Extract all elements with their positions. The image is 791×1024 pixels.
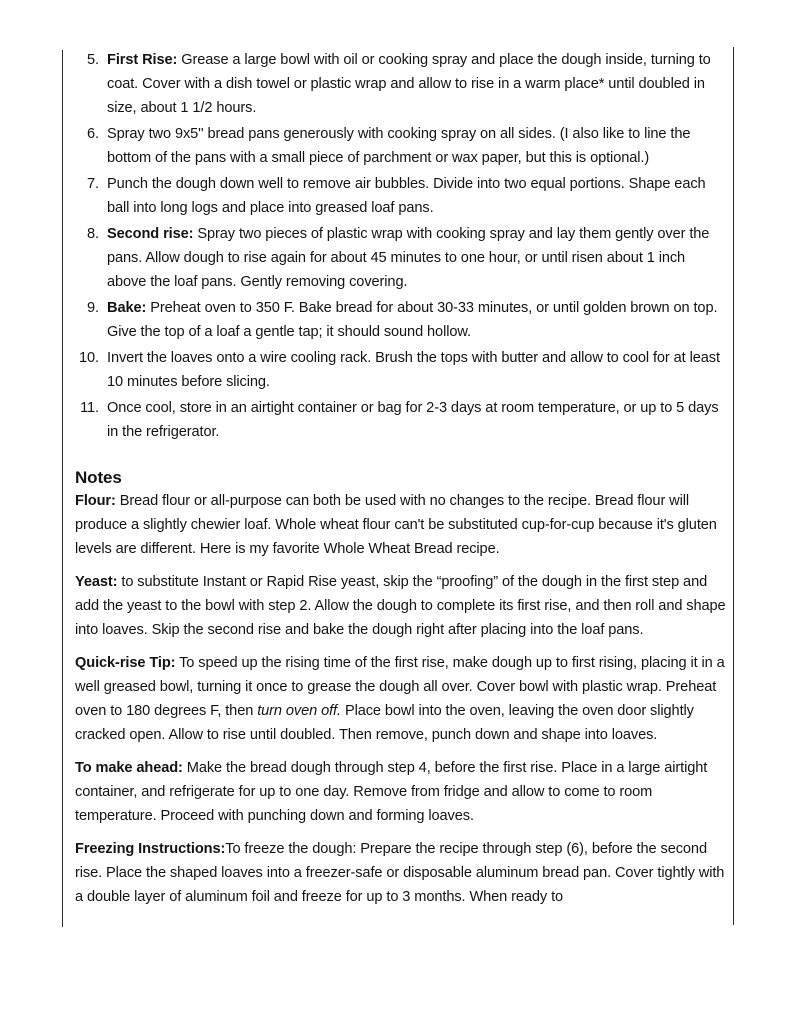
- note-text: to substitute Instant or Rapid Rise yeast, skip the “proofing” of the dough in the first step and add the yeast to the bowl with step 2. Allow the dough to complete its first rise, and then roll and shape into loaves. Skip the second rise and bake the dough right after placing into the loaf pans.: [75, 574, 726, 638]
- note-quick-rise: [75, 651, 727, 747]
- step-text: Grease a large bowl with oil or cooking spray and place the dough inside, turning to coat. Cover with a dish towel or plastic wrap and allow to rise in a warm place* until doubled in size, about 1 1/2 hours.: [107, 52, 711, 116]
- step-text: Spray two pieces of plastic wrap with cooking spray and lay them gently over the pans. Allow dough to rise again for about 45 minutes to one hour, or until risen about 1 inch above the loaf pans. Gently removing covering.: [107, 226, 710, 290]
- step-label: First Rise:: [107, 52, 178, 68]
- step-text: Punch the dough down well to remove air bubbles. Divide into two equal portions. Shape each ball into long logs and place into greased loaf pans.: [107, 176, 706, 216]
- note-label: Quick-rise Tip:: [75, 655, 176, 671]
- step-text: Once cool, store in an airtight container or bag for 2-3 days at room temperature, or up to 5 days in the refrigerator.: [107, 400, 719, 440]
- note-text: Place bowl into the oven, leaving the oven door slightly cracked open. Allow to rise until doubled. Then remove, punch down and shape into loaves.: [75, 703, 694, 743]
- note-text: To freeze the dough: Prepare the recipe through step (6), before the second rise. Place the shaped loaves into a freezer-safe or disposable aluminum bread pan. Cover tightly with a double layer of aluminum foil and freeze for up to 3 months. When ready to: [75, 841, 725, 905]
- note-label: Yeast:: [75, 574, 118, 590]
- step-item: [75, 296, 727, 344]
- note-label: Freezing Instructions:: [75, 841, 226, 857]
- note-make-ahead: [75, 756, 727, 828]
- recipe-document: [75, 48, 727, 918]
- step-number: 7.: [87, 176, 99, 192]
- instructions-list: [75, 48, 727, 444]
- note-text: Make the bread dough through step 4, before the first rise. Place in a large airtight container, and refrigerate for up to one day. Remove from fridge and allow to come to room temperature. Proceed with punching down and forming loaves.: [75, 760, 708, 824]
- step-number: 6.: [87, 126, 99, 142]
- step-number: 5.: [87, 52, 99, 68]
- step-item: [75, 172, 727, 220]
- notes-heading: Notes: [75, 468, 122, 487]
- note-text: To speed up the rising time of the first rise, make dough up to first rising, placing it in a well greased bowl, turning it once to grease the dough all over. Cover bowl with plastic wrap. Preheat oven to 180 degrees F, then: [75, 655, 725, 719]
- note-text: Bread flour or all-purpose can both be used with no changes to the recipe. Bread flour will produce a slightly chewier loaf. Whole wheat flour can't be substituted cup-for-cup because it's gluten levels are different. Here is my favorite Whole Wheat Bread recipe.: [75, 493, 717, 557]
- note-flour: [75, 489, 727, 561]
- note-emphasis: turn oven off.: [257, 703, 341, 719]
- step-number: 11.: [80, 400, 99, 416]
- step-label: Bake:: [107, 300, 147, 316]
- step-text: Spray two 9x5'' bread pans generously with cooking spray on all sides. (I also like to line the bottom of the pans with a small piece of parchment or wax paper, but this is optional.): [107, 126, 691, 166]
- step-number: 10.: [79, 350, 99, 366]
- step-text: Preheat oven to 350 F. Bake bread for about 30-33 minutes, or until golden brown on top. Give the top of a loaf a gentle tap; it should sound hollow.: [107, 300, 718, 340]
- step-item: [75, 48, 727, 120]
- page-border-left: [62, 50, 63, 927]
- page-border-right: [733, 47, 734, 925]
- step-label: Second rise:: [107, 226, 194, 242]
- step-text: Invert the loaves onto a wire cooling rack. Brush the tops with butter and allow to cool for at least 10 minutes before slicing.: [107, 350, 720, 390]
- note-label: To make ahead:: [75, 760, 183, 776]
- step-item: [75, 222, 727, 294]
- note-freezing: [75, 837, 727, 909]
- note-yeast: [75, 570, 727, 642]
- note-label: Flour:: [75, 493, 116, 509]
- step-item: [75, 122, 727, 170]
- step-number: 9.: [87, 300, 99, 316]
- step-item: [75, 396, 727, 444]
- step-item: [75, 346, 727, 394]
- step-number: 8.: [87, 226, 99, 242]
